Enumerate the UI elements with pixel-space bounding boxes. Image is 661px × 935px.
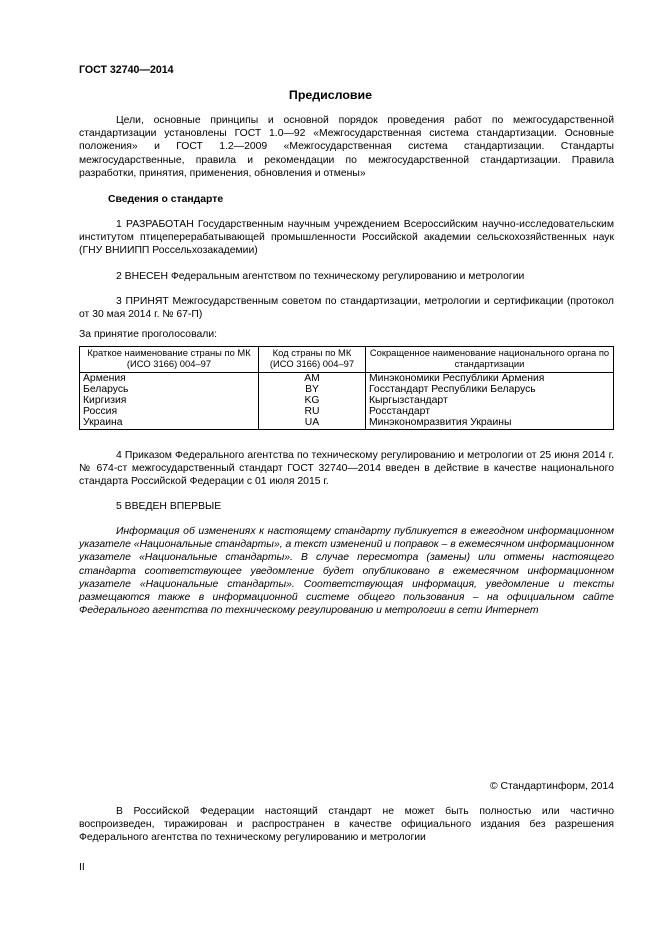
table-row bbox=[80, 417, 614, 429]
table-header-row bbox=[80, 347, 614, 373]
item-5-first-introduced: 5 ВВЕДЕН ВПЕРВЫЕ bbox=[116, 501, 222, 512]
column-header: Краткое наименование страны по МК (ИСО 3166) 004–97 bbox=[80, 347, 259, 373]
item-4-order: 4 Приказом Федерального агентства по техническому регулированию и метрологии от 25 июня 2014 г. № 674-ст межгосударственный стандарт ГОСТ 32740—2014 введен в действие в качестве национального стандарта Российской Федерации с 01 июля 2015 г. bbox=[79, 450, 614, 488]
agency-cell: Госстандарт Республики Беларусь bbox=[366, 384, 614, 395]
intro-paragraph: Цели, основные принципы и основной порядок проведения работ по межгосударственной стандартизации установлены ГОСТ 1.0—92 «Межгосударственная система стандартизации. Основные положения» и ГОСТ 1.2—2009 «Межгосударственная система стандартизации. Стандарты межгосударственные, правила и рекомендации по межгосударственной стандартизации. Правила разработки, принятия, применения, обновления и отмены» bbox=[79, 115, 614, 179]
copyright-line: © Стандартинформ, 2014 bbox=[489, 781, 614, 792]
country-cell: Киргизия bbox=[80, 395, 259, 406]
info-heading: Сведения о стандарте bbox=[108, 194, 224, 205]
changes-notice: Информация об изменениях к настоящему стандарту публикуется в ежегодном информационном указателе «Национальные стандарты», а текст изменений и поправок – в ежемесячном информационном указателе «Национальные стандарты». В случае пересмотра (замены) или отмены настоящего стандарта соответствующее уведомление будет опубликовано в ежемесячном информационном указателе «Национальные стандарты». Соответствующая информация, уведомление и тексты размещаются также в информационной системе общего пользования – на официальном сайте Федерального агентства по техническому регулированию и метрологии в сети Интернет bbox=[79, 526, 614, 617]
voting-table bbox=[79, 346, 614, 430]
item-3-adopted: 3 ПРИНЯТ Межгосударственным советом по стандартизации, метрологии и сертификации (протокол от 30 мая 2014 г. № 67-П) bbox=[79, 296, 614, 321]
column-header: Сокращенное наименование национального органа по стандартизации bbox=[366, 347, 614, 373]
page-number: II bbox=[79, 862, 85, 873]
agency-cell: Кыргызстандарт bbox=[366, 395, 614, 406]
code-cell: RU bbox=[259, 406, 366, 417]
country-cell: Россия bbox=[80, 406, 259, 417]
country-cell: Армения bbox=[80, 372, 259, 384]
rights-paragraph: В Российской Федерации настоящий стандарт не может быть полностью или частично воспроизведен, тиражирован и распространен в качестве официального издания без разрешения Федерального агентства по техническому регулированию и метрологии bbox=[79, 806, 614, 844]
page-title: Предисловие bbox=[288, 88, 373, 102]
column-header: Код страны по МК (ИСО 3166) 004–97 bbox=[259, 347, 366, 373]
agency-cell: Минэкономики Республики Армения bbox=[366, 372, 614, 384]
code-cell: KG bbox=[259, 395, 366, 406]
item-2-introduced: 2 ВНЕСЕН Федеральным агентством по техническому регулированию и метрологии bbox=[116, 271, 525, 282]
table-row bbox=[80, 395, 614, 406]
table-row bbox=[80, 384, 614, 395]
country-cell: Украина bbox=[80, 417, 259, 429]
table-row bbox=[80, 406, 614, 417]
table-row bbox=[80, 372, 614, 384]
country-cell: Беларусь bbox=[80, 384, 259, 395]
code-cell: BY bbox=[259, 384, 366, 395]
agency-cell: Минэкономразвития Украины bbox=[366, 417, 614, 429]
code-cell: UA bbox=[259, 417, 366, 429]
item-1-developed: 1 РАЗРАБОТАН Государственным научным учреждением Всероссийским научно-исследовательским институтом птицеперерабатывающей промышленности Российской академии сельскохозяйственных наук (ГНУ ВНИИПП Россельхозакадемии) bbox=[79, 219, 614, 257]
document-id-header: ГОСТ 32740—2014 bbox=[79, 64, 174, 76]
code-cell: AM bbox=[259, 372, 366, 384]
agency-cell: Росстандарт bbox=[366, 406, 614, 417]
voted-label: За принятие проголосовали: bbox=[79, 329, 218, 340]
